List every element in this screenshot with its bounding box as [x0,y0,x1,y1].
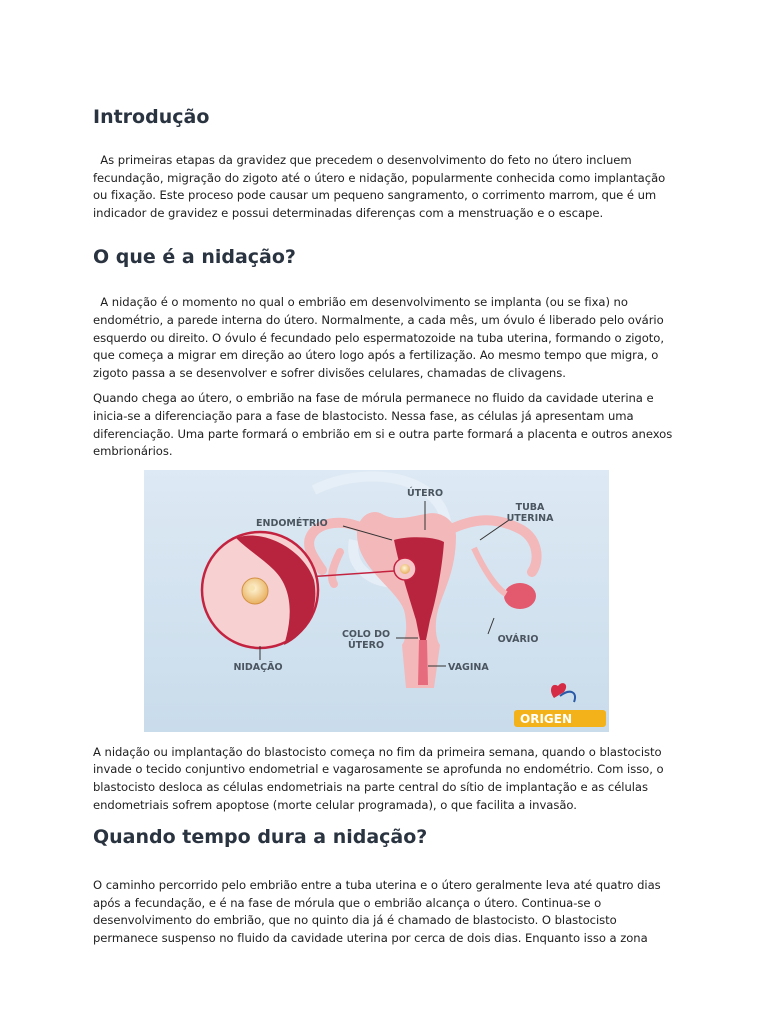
label-colo-2: ÚTERO [347,639,385,651]
svg-text:ORIGEN: ORIGEN [520,711,572,726]
paragraph-nidacao-2: Quando chega ao útero, o embrião na fase de mórula permanece no fluido da cavidade uterina e inicia-se a diferenciação para a fase de blastocisto. Nessa fase, as células já apresentam uma diferenciação. Uma parte formará o embrião em si e outra parte formará a placenta e outros anexos embrionários. [93,391,673,459]
label-endometrio: ENDOMÉTRIO [256,517,328,529]
heading-quanto-tempo-dura: Quando tempo dura a nidação? [93,826,428,849]
label-tuba-1: TUBA [515,501,545,513]
heading-o-que-e-nidacao: O que é a nidação? [93,246,296,269]
heading-introducao: Introdução [93,106,210,128]
label-ovario: OVÁRIO [497,633,539,645]
paragraph-duracao: O caminho percorrido pelo embrião entre a tuba uterina e o útero geralmente leva até quatro dias após a fecundação, e é na fase de mórula que o embrião alcança o útero. Continua-se o desenvolvimento do embrião, que no quinto dia já é chamado de blastocisto. O blastocisto permanece suspenso no fluido da cavidade uterina por cerca de dois dias. Enquanto isso a zona [93,878,661,945]
vagina-canal [418,640,428,685]
paragraph-nidacao-1: A nidação é o momento no qual o embrião em desenvolvimento se implanta (ou se fixa) no endométrio, a parede interna do útero. Normalmente, a cada mês, um óvulo é liberado pelo ovário esquerdo ou direito. O óvulo é fecundado pelo espermatozoide na tuba uterina, formando o zigoto, que começa a migrar em direção ao útero logo após a fertilização. Ao mesmo tempo que migra, o zigoto passa a se desenvolver e sofrer divisões celulares, chamadas de clivagens. [93,295,668,380]
paragraph-implantacao: A nidação ou implantação do blastocisto começa no fim da primeira semana, quando o blastocisto invade o tecido conjuntivo endometrial e vagarosamente se aprofunda no endométrio. Com isso, o blastocisto desloca as células endometriais na parte central do sítio de implantação e as células endometriais sofrem apoptose (morte celular programada), o que facilita a invasão. [93,744,664,812]
magnified-nidacao [202,532,318,648]
label-colo-1: COLO DO [341,628,391,640]
label-vagina: VAGINA [448,661,489,673]
document-page [93,100,675,947]
ovary-shape [504,583,536,609]
paragraph-introducao: As primeiras etapas da gravidez que precedem o desenvolvimento do feto no útero incluem fecundação, migração do zigoto até o útero e nidação, popularmente conhecida como implantação ou fixação. Este proceso pode causar um pequeno sangramento, o corrimento marrom, que é um indicador de gravidez e possui determinadas diferenças com a menstruação e o escape. [93,153,669,220]
label-tuba-2: UTERINA [506,512,554,524]
label-utero: ÚTERO [406,487,444,499]
label-nidacao: NIDAÇÃO [233,661,283,673]
uterus-illustration [144,470,609,732]
